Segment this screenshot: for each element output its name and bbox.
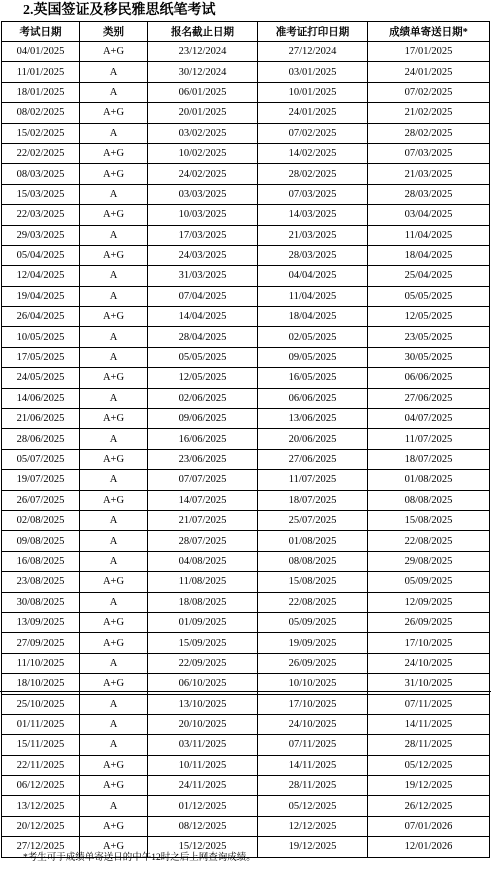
table-row (2, 490, 490, 510)
exam-date-cell: 18/01/2025 (2, 82, 80, 102)
header-exam-date: 考试日期 (2, 22, 80, 42)
registration-deadline-cell: 21/07/2025 (148, 510, 258, 530)
admission-print-cell: 22/08/2025 (258, 592, 368, 612)
result-dispatch-cell: 01/08/2025 (368, 470, 490, 490)
exam-date-cell: 15/11/2025 (2, 735, 80, 755)
registration-deadline-cell: 17/03/2025 (148, 225, 258, 245)
registration-deadline-cell: 08/12/2025 (148, 816, 258, 836)
exam-date-cell: 15/02/2025 (2, 123, 80, 143)
page-separator-line (0, 691, 491, 692)
registration-deadline-cell: 04/08/2025 (148, 551, 258, 571)
category-cell: A (80, 347, 148, 367)
admission-print-cell: 27/06/2025 (258, 449, 368, 469)
table-row (2, 592, 490, 612)
admission-print-cell: 15/08/2025 (258, 572, 368, 592)
category-cell: A (80, 266, 148, 286)
category-cell: A (80, 714, 148, 734)
result-dispatch-cell: 15/08/2025 (368, 510, 490, 530)
table-row (2, 470, 490, 490)
admission-print-cell: 24/10/2025 (258, 714, 368, 734)
admission-print-cell: 28/11/2025 (258, 776, 368, 796)
admission-print-cell: 26/09/2025 (258, 653, 368, 673)
admission-print-cell: 18/07/2025 (258, 490, 368, 510)
category-cell: A+G (80, 409, 148, 429)
admission-print-cell: 24/01/2025 (258, 103, 368, 123)
exam-date-cell: 20/12/2025 (2, 816, 80, 836)
registration-deadline-cell: 10/11/2025 (148, 755, 258, 775)
admission-print-cell: 20/06/2025 (258, 429, 368, 449)
category-cell: A (80, 184, 148, 204)
table-row (2, 816, 490, 836)
result-dispatch-cell: 05/05/2025 (368, 286, 490, 306)
registration-deadline-cell: 12/05/2025 (148, 368, 258, 388)
table-row (2, 225, 490, 245)
table-row (2, 164, 490, 184)
registration-deadline-cell: 15/09/2025 (148, 633, 258, 653)
category-cell: A (80, 286, 148, 306)
result-dispatch-cell: 07/01/2026 (368, 816, 490, 836)
exam-date-cell: 11/10/2025 (2, 653, 80, 673)
result-dispatch-cell: 22/08/2025 (368, 531, 490, 551)
admission-print-cell: 02/05/2025 (258, 327, 368, 347)
table-row (2, 368, 490, 388)
category-cell: A (80, 62, 148, 82)
exam-date-cell: 24/05/2025 (2, 368, 80, 388)
registration-deadline-cell: 23/12/2024 (148, 42, 258, 62)
category-cell: A+G (80, 103, 148, 123)
admission-print-cell: 11/07/2025 (258, 470, 368, 490)
exam-date-cell: 17/05/2025 (2, 347, 80, 367)
category-cell: A (80, 123, 148, 143)
result-dispatch-cell: 11/07/2025 (368, 429, 490, 449)
category-cell: A+G (80, 674, 148, 694)
category-cell: A (80, 653, 148, 673)
registration-deadline-cell: 09/06/2025 (148, 409, 258, 429)
category-cell: A (80, 592, 148, 612)
footnote: *考生可于成绩单寄送日的中午12时之后上网查询成绩。 (23, 853, 256, 863)
registration-deadline-cell: 24/02/2025 (148, 164, 258, 184)
admission-print-cell: 19/09/2025 (258, 633, 368, 653)
exam-date-cell: 12/04/2025 (2, 266, 80, 286)
result-dispatch-cell: 30/05/2025 (368, 347, 490, 367)
exam-date-cell: 02/08/2025 (2, 510, 80, 530)
result-dispatch-cell: 12/05/2025 (368, 307, 490, 327)
registration-deadline-cell: 22/09/2025 (148, 653, 258, 673)
category-cell: A+G (80, 633, 148, 653)
admission-print-cell: 06/06/2025 (258, 388, 368, 408)
result-dispatch-cell: 29/08/2025 (368, 551, 490, 571)
category-cell: A+G (80, 449, 148, 469)
table-row (2, 266, 490, 286)
registration-deadline-cell: 01/12/2025 (148, 796, 258, 816)
registration-deadline-cell: 24/11/2025 (148, 776, 258, 796)
header-registration-deadline: 报名截止日期 (148, 22, 258, 42)
table-row (2, 62, 490, 82)
table-row (2, 633, 490, 653)
admission-print-cell: 17/10/2025 (258, 694, 368, 714)
header-admission-print-date: 准考证打印日期 (258, 22, 368, 42)
result-dispatch-cell: 17/10/2025 (368, 633, 490, 653)
exam-date-cell: 22/03/2025 (2, 205, 80, 225)
result-dispatch-cell: 26/12/2025 (368, 796, 490, 816)
exam-date-cell: 27/12/2025 (2, 837, 80, 857)
result-dispatch-cell: 23/05/2025 (368, 327, 490, 347)
result-dispatch-cell: 03/04/2025 (368, 205, 490, 225)
result-dispatch-cell: 19/12/2025 (368, 776, 490, 796)
exam-date-cell: 18/10/2025 (2, 674, 80, 694)
table-row (2, 82, 490, 102)
registration-deadline-cell: 06/01/2025 (148, 82, 258, 102)
exam-date-cell: 09/08/2025 (2, 531, 80, 551)
exam-date-cell: 22/02/2025 (2, 143, 80, 163)
table-row (2, 184, 490, 204)
category-cell: A+G (80, 490, 148, 510)
result-dispatch-cell: 05/12/2025 (368, 755, 490, 775)
table-row (2, 531, 490, 551)
registration-deadline-cell: 01/09/2025 (148, 612, 258, 632)
admission-print-cell: 07/02/2025 (258, 123, 368, 143)
category-cell: A (80, 470, 148, 490)
registration-deadline-cell: 15/12/2025 (148, 837, 258, 857)
admission-print-cell: 05/12/2025 (258, 796, 368, 816)
registration-deadline-cell: 10/03/2025 (148, 205, 258, 225)
category-cell: A+G (80, 776, 148, 796)
exam-date-cell: 14/06/2025 (2, 388, 80, 408)
result-dispatch-cell: 21/03/2025 (368, 164, 490, 184)
registration-deadline-cell: 18/08/2025 (148, 592, 258, 612)
table-row (2, 347, 490, 367)
registration-deadline-cell: 03/03/2025 (148, 184, 258, 204)
admission-print-cell: 28/02/2025 (258, 164, 368, 184)
exam-date-cell: 19/04/2025 (2, 286, 80, 306)
registration-deadline-cell: 10/02/2025 (148, 143, 258, 163)
table-row (2, 612, 490, 632)
table-row (2, 714, 490, 734)
table-row (2, 205, 490, 225)
exam-date-cell: 08/03/2025 (2, 164, 80, 184)
exam-date-cell: 05/07/2025 (2, 449, 80, 469)
admission-print-cell: 16/05/2025 (258, 368, 368, 388)
result-dispatch-cell: 18/07/2025 (368, 449, 490, 469)
table-row (2, 510, 490, 530)
registration-deadline-cell: 20/01/2025 (148, 103, 258, 123)
registration-deadline-cell: 20/10/2025 (148, 714, 258, 734)
exam-date-cell: 30/08/2025 (2, 592, 80, 612)
table-row (2, 409, 490, 429)
table-row (2, 551, 490, 571)
result-dispatch-cell: 24/01/2025 (368, 62, 490, 82)
admission-print-cell: 09/05/2025 (258, 347, 368, 367)
registration-deadline-cell: 06/10/2025 (148, 674, 258, 694)
result-dispatch-cell: 28/11/2025 (368, 735, 490, 755)
result-dispatch-cell: 07/02/2025 (368, 82, 490, 102)
admission-print-cell: 14/03/2025 (258, 205, 368, 225)
admission-print-cell: 19/12/2025 (258, 837, 368, 857)
exam-date-cell: 10/05/2025 (2, 327, 80, 347)
table-row (2, 143, 490, 163)
exam-date-cell: 08/02/2025 (2, 103, 80, 123)
admission-print-cell: 03/01/2025 (258, 62, 368, 82)
page-title: 2.英国签证及移民雅思纸笔考试 (23, 3, 216, 18)
admission-print-cell: 21/03/2025 (258, 225, 368, 245)
table-row (2, 307, 490, 327)
admission-print-cell: 14/02/2025 (258, 143, 368, 163)
table-row (2, 388, 490, 408)
exam-date-cell: 11/01/2025 (2, 62, 80, 82)
result-dispatch-cell: 08/08/2025 (368, 490, 490, 510)
table-row (2, 776, 490, 796)
category-cell: A (80, 225, 148, 245)
exam-date-cell: 23/08/2025 (2, 572, 80, 592)
admission-print-cell: 18/04/2025 (258, 307, 368, 327)
exam-date-cell: 06/12/2025 (2, 776, 80, 796)
result-dispatch-cell: 17/01/2025 (368, 42, 490, 62)
result-dispatch-cell: 26/09/2025 (368, 612, 490, 632)
table-row (2, 449, 490, 469)
table-row (2, 694, 490, 714)
table-row (2, 735, 490, 755)
category-cell: A (80, 735, 148, 755)
exam-date-cell: 16/08/2025 (2, 551, 80, 571)
admission-print-cell: 13/06/2025 (258, 409, 368, 429)
admission-print-cell: 07/03/2025 (258, 184, 368, 204)
exam-date-cell: 01/11/2025 (2, 714, 80, 734)
header-result-dispatch-date: 成绩单寄送日期* (368, 22, 490, 42)
exam-date-cell: 19/07/2025 (2, 470, 80, 490)
exam-date-cell: 21/06/2025 (2, 409, 80, 429)
category-cell: A (80, 429, 148, 449)
table-row (2, 103, 490, 123)
registration-deadline-cell: 07/04/2025 (148, 286, 258, 306)
category-cell: A+G (80, 837, 148, 857)
category-cell: A (80, 551, 148, 571)
result-dispatch-cell: 28/03/2025 (368, 184, 490, 204)
registration-deadline-cell: 31/03/2025 (148, 266, 258, 286)
result-dispatch-cell: 07/03/2025 (368, 143, 490, 163)
registration-deadline-cell: 16/06/2025 (148, 429, 258, 449)
registration-deadline-cell: 23/06/2025 (148, 449, 258, 469)
registration-deadline-cell: 14/07/2025 (148, 490, 258, 510)
registration-deadline-cell: 13/10/2025 (148, 694, 258, 714)
table-row (2, 796, 490, 816)
category-cell: A+G (80, 143, 148, 163)
category-cell: A+G (80, 572, 148, 592)
result-dispatch-cell: 07/11/2025 (368, 694, 490, 714)
admission-print-cell: 11/04/2025 (258, 286, 368, 306)
admission-print-cell: 14/11/2025 (258, 755, 368, 775)
admission-print-cell: 05/09/2025 (258, 612, 368, 632)
exam-date-cell: 26/04/2025 (2, 307, 80, 327)
registration-deadline-cell: 28/07/2025 (148, 531, 258, 551)
result-dispatch-cell: 12/09/2025 (368, 592, 490, 612)
table-body (2, 42, 490, 858)
registration-deadline-cell: 28/04/2025 (148, 327, 258, 347)
category-cell: A+G (80, 368, 148, 388)
exam-date-cell: 15/03/2025 (2, 184, 80, 204)
category-cell: A (80, 327, 148, 347)
result-dispatch-cell: 11/04/2025 (368, 225, 490, 245)
category-cell: A (80, 388, 148, 408)
registration-deadline-cell: 05/05/2025 (148, 347, 258, 367)
admission-print-cell: 01/08/2025 (258, 531, 368, 551)
admission-print-cell: 10/01/2025 (258, 82, 368, 102)
exam-schedule-table (1, 21, 490, 858)
table-row (2, 755, 490, 775)
category-cell: A (80, 694, 148, 714)
exam-date-cell: 04/01/2025 (2, 42, 80, 62)
admission-print-cell: 25/07/2025 (258, 510, 368, 530)
result-dispatch-cell: 06/06/2025 (368, 368, 490, 388)
admission-print-cell: 28/03/2025 (258, 245, 368, 265)
exam-date-cell: 05/04/2025 (2, 245, 80, 265)
table-row (2, 42, 490, 62)
admission-print-cell: 08/08/2025 (258, 551, 368, 571)
exam-date-cell: 29/03/2025 (2, 225, 80, 245)
category-cell: A (80, 510, 148, 530)
result-dispatch-cell: 05/09/2025 (368, 572, 490, 592)
category-cell: A+G (80, 816, 148, 836)
exam-date-cell: 25/10/2025 (2, 694, 80, 714)
table-row (2, 429, 490, 449)
registration-deadline-cell: 03/11/2025 (148, 735, 258, 755)
category-cell: A+G (80, 42, 148, 62)
admission-print-cell: 10/10/2025 (258, 674, 368, 694)
result-dispatch-cell: 14/11/2025 (368, 714, 490, 734)
exam-date-cell: 22/11/2025 (2, 755, 80, 775)
admission-print-cell: 12/12/2025 (258, 816, 368, 836)
registration-deadline-cell: 24/03/2025 (148, 245, 258, 265)
header-category: 类别 (80, 22, 148, 42)
exam-date-cell: 26/07/2025 (2, 490, 80, 510)
category-cell: A+G (80, 612, 148, 632)
result-dispatch-cell: 21/02/2025 (368, 103, 490, 123)
result-dispatch-cell: 12/01/2026 (368, 837, 490, 857)
table-row (2, 245, 490, 265)
table-row (2, 327, 490, 347)
table-row (2, 123, 490, 143)
exam-date-cell: 13/12/2025 (2, 796, 80, 816)
registration-deadline-cell: 03/02/2025 (148, 123, 258, 143)
table-header-row (2, 22, 490, 42)
registration-deadline-cell: 07/07/2025 (148, 470, 258, 490)
category-cell: A (80, 82, 148, 102)
admission-print-cell: 07/11/2025 (258, 735, 368, 755)
registration-deadline-cell: 02/06/2025 (148, 388, 258, 408)
category-cell: A+G (80, 755, 148, 775)
registration-deadline-cell: 11/08/2025 (148, 572, 258, 592)
category-cell: A (80, 531, 148, 551)
result-dispatch-cell: 27/06/2025 (368, 388, 490, 408)
admission-print-cell: 04/04/2025 (258, 266, 368, 286)
exam-date-cell: 13/09/2025 (2, 612, 80, 632)
table-row (2, 572, 490, 592)
result-dispatch-cell: 18/04/2025 (368, 245, 490, 265)
category-cell: A+G (80, 307, 148, 327)
admission-print-cell: 27/12/2024 (258, 42, 368, 62)
result-dispatch-cell: 31/10/2025 (368, 674, 490, 694)
registration-deadline-cell: 30/12/2024 (148, 62, 258, 82)
exam-date-cell: 28/06/2025 (2, 429, 80, 449)
result-dispatch-cell: 24/10/2025 (368, 653, 490, 673)
table-row (2, 653, 490, 673)
category-cell: A+G (80, 245, 148, 265)
category-cell: A (80, 796, 148, 816)
result-dispatch-cell: 04/07/2025 (368, 409, 490, 429)
exam-date-cell: 27/09/2025 (2, 633, 80, 653)
result-dispatch-cell: 25/04/2025 (368, 266, 490, 286)
registration-deadline-cell: 14/04/2025 (148, 307, 258, 327)
category-cell: A+G (80, 205, 148, 225)
category-cell: A+G (80, 164, 148, 184)
table-row (2, 286, 490, 306)
result-dispatch-cell: 28/02/2025 (368, 123, 490, 143)
